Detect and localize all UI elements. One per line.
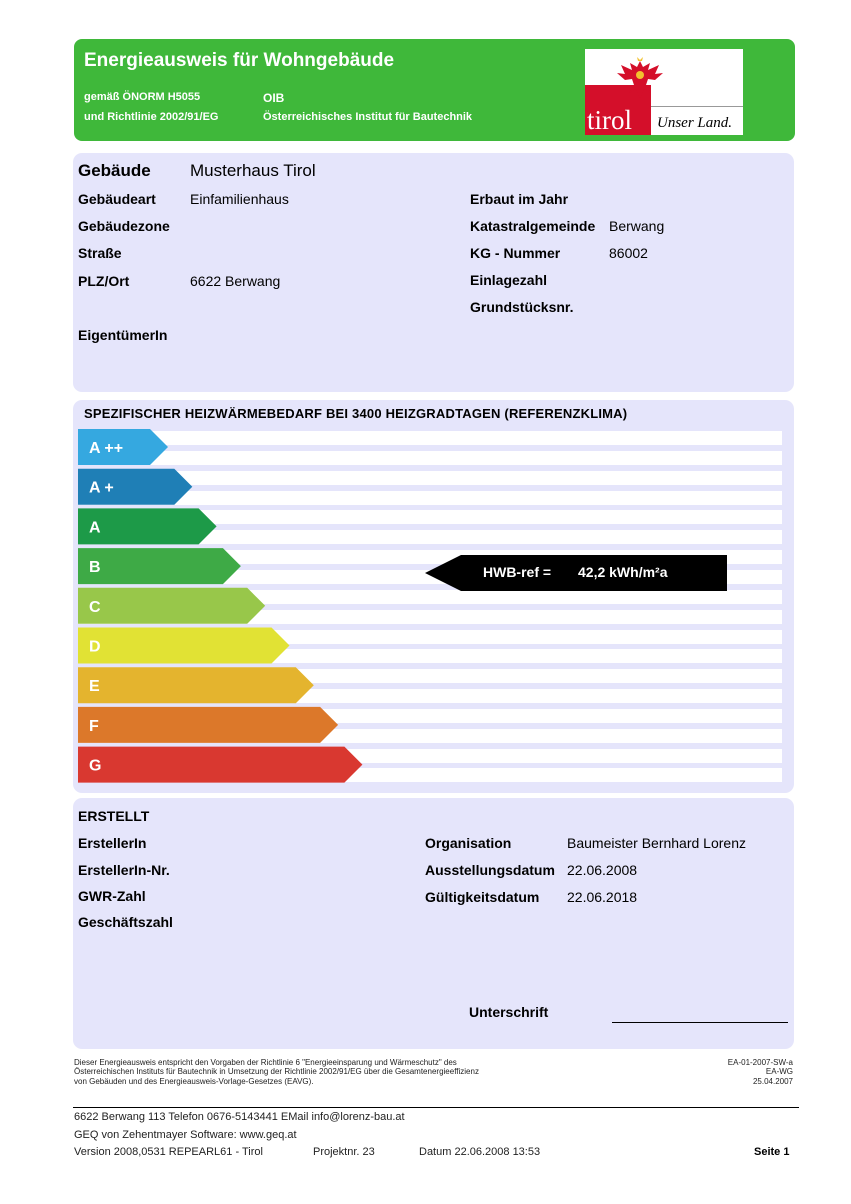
creator-number-label: ErstellerIn-Nr. <box>78 862 170 878</box>
oib-abbr: OIB <box>263 91 285 105</box>
zip-city-label: PLZ/Ort <box>78 273 130 289</box>
issue-date-value: 22.06.2008 <box>567 862 638 878</box>
energy-class-bar <box>78 707 338 743</box>
kg-number-value: 86002 <box>609 245 648 261</box>
built-year-label: Erbaut im Jahr <box>470 191 569 207</box>
created-heading: ERSTELLT <box>78 808 150 824</box>
insert-number-label: Einlagezahl <box>470 272 548 288</box>
hwb-label: HWB-ref = <box>483 564 552 580</box>
logo-slogan: Unser Land. <box>657 115 733 131</box>
building-type-label: Gebäudeart <box>78 191 156 207</box>
oib-name: Österreichisches Institut für Bautechnik <box>263 111 473 123</box>
footer-address: 6622 Berwang 113 Telefon 0676-5143441 EMail info@lorenz-bau.at <box>74 1111 405 1123</box>
footer-page: Seite 1 <box>754 1146 790 1158</box>
energy-class-bar <box>78 747 362 783</box>
energy-class-label: C <box>89 598 101 616</box>
energy-class-label: A + <box>89 479 114 497</box>
logo-text: tirol <box>587 105 632 135</box>
valid-date-label: Gültigkeitsdatum <box>425 889 540 905</box>
signature-line <box>612 1022 788 1023</box>
energy-class-label: D <box>89 638 101 656</box>
hwb-value: 42,2 kWh/m²a <box>578 564 668 580</box>
legal-line-2: Österreichischen Instituts für Bautechnik in Umsetzung der Richtlinie 2002/91/EG über die Gesamtenergieeffizienz <box>74 1067 479 1076</box>
issue-date-label: Ausstellungsdatum <box>425 862 555 878</box>
energy-class-label: F <box>89 717 99 735</box>
footer-software: GEQ von Zehentmayer Software: www.geq.at <box>74 1129 297 1141</box>
legal-line-3: von Gebäuden und des Energieausweis-Vorlage-Gesetzes (EAVG). <box>74 1077 314 1086</box>
street-label: Straße <box>78 245 122 261</box>
cadastral-label: Katastralgemeinde <box>470 218 596 234</box>
cadastral-value: Berwang <box>609 218 665 234</box>
energy-class-bar <box>78 548 241 584</box>
footer-divider <box>73 1107 799 1108</box>
footer-project: Projektnr. 23 <box>313 1146 375 1158</box>
norm-line-2: und Richtlinie 2002/91/EG <box>84 111 219 123</box>
footer-version: Version 2008,0531 REPEARL61 - Tirol <box>74 1146 263 1158</box>
valid-date-value: 22.06.2018 <box>567 889 638 905</box>
form-code-3: 25.04.2007 <box>752 1077 793 1086</box>
energy-class-label: A <box>89 519 101 537</box>
energy-class-label: B <box>89 559 101 577</box>
organisation-label: Organisation <box>425 835 512 851</box>
gwr-label: GWR-Zahl <box>78 888 146 904</box>
organisation-value: Baumeister Bernhard Lorenz <box>567 835 746 851</box>
document-title: Energieausweis für Wohngebäude <box>84 50 395 71</box>
building-heading: Gebäude <box>78 161 151 180</box>
creator-label: ErstellerIn <box>78 835 147 851</box>
energy-class-bar <box>78 588 265 624</box>
business-number-label: Geschäftszahl <box>78 914 173 930</box>
building-type-value: Einfamilienhaus <box>190 191 289 207</box>
building-name: Musterhaus Tirol <box>190 161 316 180</box>
form-code-1: EA-01-2007-SW-a <box>727 1058 793 1067</box>
building-zone-label: Gebäudezone <box>78 218 170 234</box>
energy-class-bar <box>78 667 314 703</box>
legal-line-1: Dieser Energieausweis entspricht den Vorgaben der Richtlinie 6 "Energieeinsparung und Wärmeschutz" des <box>74 1058 457 1067</box>
plot-number-label: Grundstücksnr. <box>470 299 574 315</box>
norm-line-1: gemäß ÖNORM H5055 <box>84 91 201 103</box>
signature-label: Unterschrift <box>469 1004 549 1020</box>
energy-class-label: E <box>89 678 100 696</box>
energy-class-label: A ++ <box>89 440 124 457</box>
scale-title: SPEZIFISCHER HEIZWÄRMEBEDARF BEI 3400 HEIZGRADTAGEN (REFERENZKLIMA) <box>84 406 628 421</box>
form-code-2: EA-WG <box>765 1067 793 1076</box>
energy-class-label: G <box>89 757 102 775</box>
energy-class-bar <box>78 628 290 664</box>
owner-label: EigentümerIn <box>78 327 168 343</box>
zip-city-value: 6622 Berwang <box>190 273 281 289</box>
hwb-indicator-arrow <box>425 555 727 591</box>
footer-date: Datum 22.06.2008 13:53 <box>419 1146 541 1158</box>
kg-number-label: KG - Nummer <box>470 245 561 261</box>
